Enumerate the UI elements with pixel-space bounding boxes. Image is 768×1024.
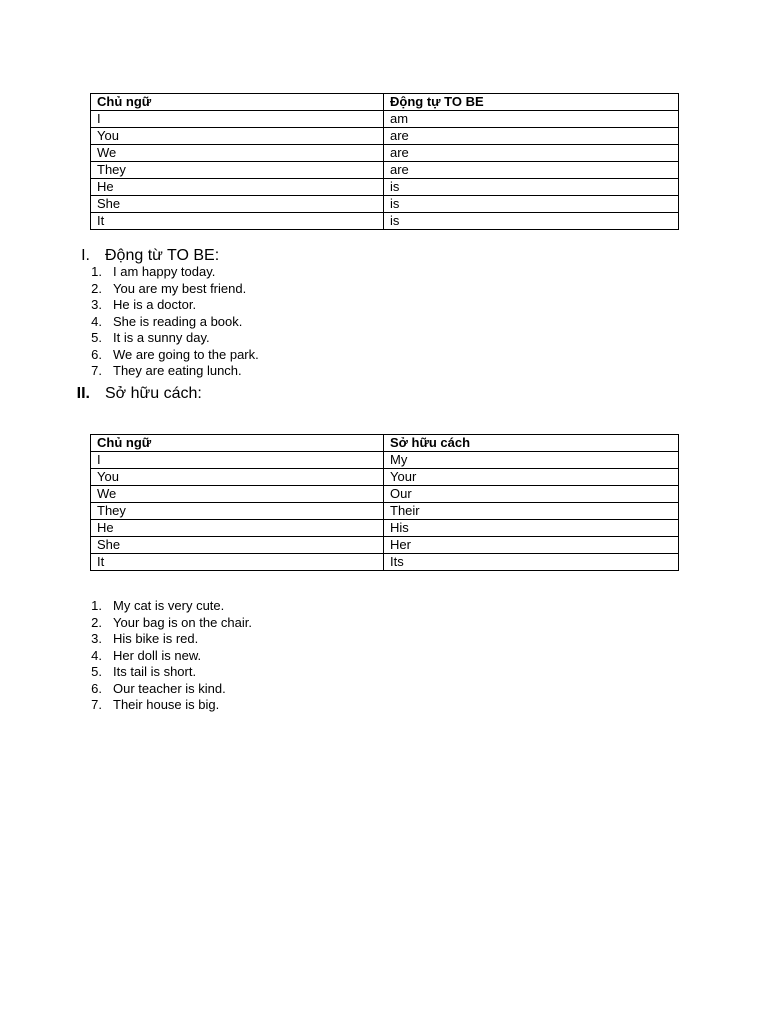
verb-cell: are [384, 145, 679, 162]
list-item [82, 281, 482, 298]
section-title: Sở hữu cách: [105, 385, 202, 402]
subject-cell: He [91, 520, 384, 537]
list-text: She is reading a book. [113, 313, 243, 329]
list-number: 6. [91, 346, 102, 362]
list-item [82, 697, 482, 714]
subject-cell: I [91, 111, 384, 128]
list-text: Our teacher is kind. [113, 680, 226, 696]
column-header-subject: Chủ ngữ [91, 435, 384, 452]
section-title: Động từ TO BE: [105, 247, 220, 264]
list-item [82, 615, 482, 632]
possessive-cell: Its [384, 554, 679, 571]
list-number: 6. [91, 680, 102, 696]
tobe-example-list [82, 264, 482, 380]
list-text: His bike is red. [113, 631, 199, 646]
list-number: 4. [91, 313, 102, 329]
subject-cell: We [91, 486, 384, 503]
subject-cell: We [91, 145, 384, 162]
column-header-possessive: Sở hữu cách [384, 435, 679, 452]
possessive-cell: Our [384, 486, 679, 503]
table-header-row [91, 435, 679, 452]
verb-cell: is [384, 179, 679, 196]
subject-cell: You [91, 469, 384, 486]
verb-cell: are [384, 128, 679, 145]
subject-cell: It [91, 213, 384, 230]
list-item [82, 664, 482, 681]
list-text: They are eating lunch. [113, 363, 242, 378]
list-item [82, 297, 482, 314]
verb-cell: are [384, 162, 679, 179]
list-number: 1. [91, 264, 102, 279]
table-row [91, 128, 679, 145]
table-row [91, 469, 679, 486]
list-text: He is a doctor. [113, 297, 197, 312]
possessive-cell: Your [384, 469, 679, 486]
list-number: 2. [91, 280, 102, 296]
possessive-example-list [82, 598, 482, 714]
table-row [91, 520, 679, 537]
possessive-cell: My [384, 452, 679, 469]
list-text: My cat is very cute. [113, 598, 225, 613]
table-row [91, 503, 679, 520]
list-item [82, 681, 482, 698]
table-header-row [91, 94, 679, 111]
list-text: It is a sunny day. [113, 330, 210, 345]
section-heading-possessive [68, 384, 368, 404]
subject-cell: You [91, 128, 384, 145]
table-row [91, 111, 679, 128]
list-item [82, 631, 482, 648]
subject-cell: She [91, 196, 384, 213]
list-number: 7. [91, 697, 102, 712]
list-number: 3. [91, 631, 102, 646]
list-text: Her doll is new. [113, 647, 202, 663]
column-header-verb: Động tự TO BE [384, 94, 679, 111]
subject-cell: It [91, 554, 384, 571]
table-row [91, 537, 679, 554]
list-number: 1. [91, 598, 102, 613]
tobe-table [90, 93, 679, 230]
possessive-table [90, 434, 679, 571]
list-item [82, 347, 482, 364]
subject-cell: They [91, 162, 384, 179]
possessive-cell: Her [384, 537, 679, 554]
list-item [82, 363, 482, 380]
subject-cell: He [91, 179, 384, 196]
list-item [82, 598, 482, 615]
table-row [91, 486, 679, 503]
section-number: II. [76, 385, 90, 402]
verb-cell: am [384, 111, 679, 128]
table-row [91, 179, 679, 196]
list-text: Its tail is short. [113, 664, 197, 679]
list-number: 5. [91, 330, 102, 345]
list-text: Your bag is on the chair. [113, 614, 253, 630]
list-number: 5. [91, 664, 102, 679]
list-text: You are my best friend. [113, 280, 247, 296]
list-text: I am happy today. [113, 264, 216, 279]
list-item [82, 314, 482, 331]
table-row [91, 196, 679, 213]
list-number: 3. [91, 297, 102, 312]
list-number: 4. [91, 647, 102, 663]
subject-cell: They [91, 503, 384, 520]
table-row [91, 452, 679, 469]
verb-cell: is [384, 213, 679, 230]
section-heading-tobe [68, 246, 368, 266]
verb-cell: is [384, 196, 679, 213]
possessive-cell: His [384, 520, 679, 537]
table-row [91, 554, 679, 571]
list-number: 2. [91, 614, 102, 630]
column-header-subject: Chủ ngữ [91, 94, 384, 111]
table-row [91, 213, 679, 230]
possessive-cell: Their [384, 503, 679, 520]
table-row [91, 162, 679, 179]
subject-cell: I [91, 452, 384, 469]
subject-cell: She [91, 537, 384, 554]
table-row [91, 145, 679, 162]
section-number: I. [81, 247, 90, 264]
list-text: We are going to the park. [113, 346, 259, 362]
list-item [82, 264, 482, 281]
list-number: 7. [91, 363, 102, 378]
list-item [82, 648, 482, 665]
list-item [82, 330, 482, 347]
list-text: Their house is big. [113, 697, 220, 712]
